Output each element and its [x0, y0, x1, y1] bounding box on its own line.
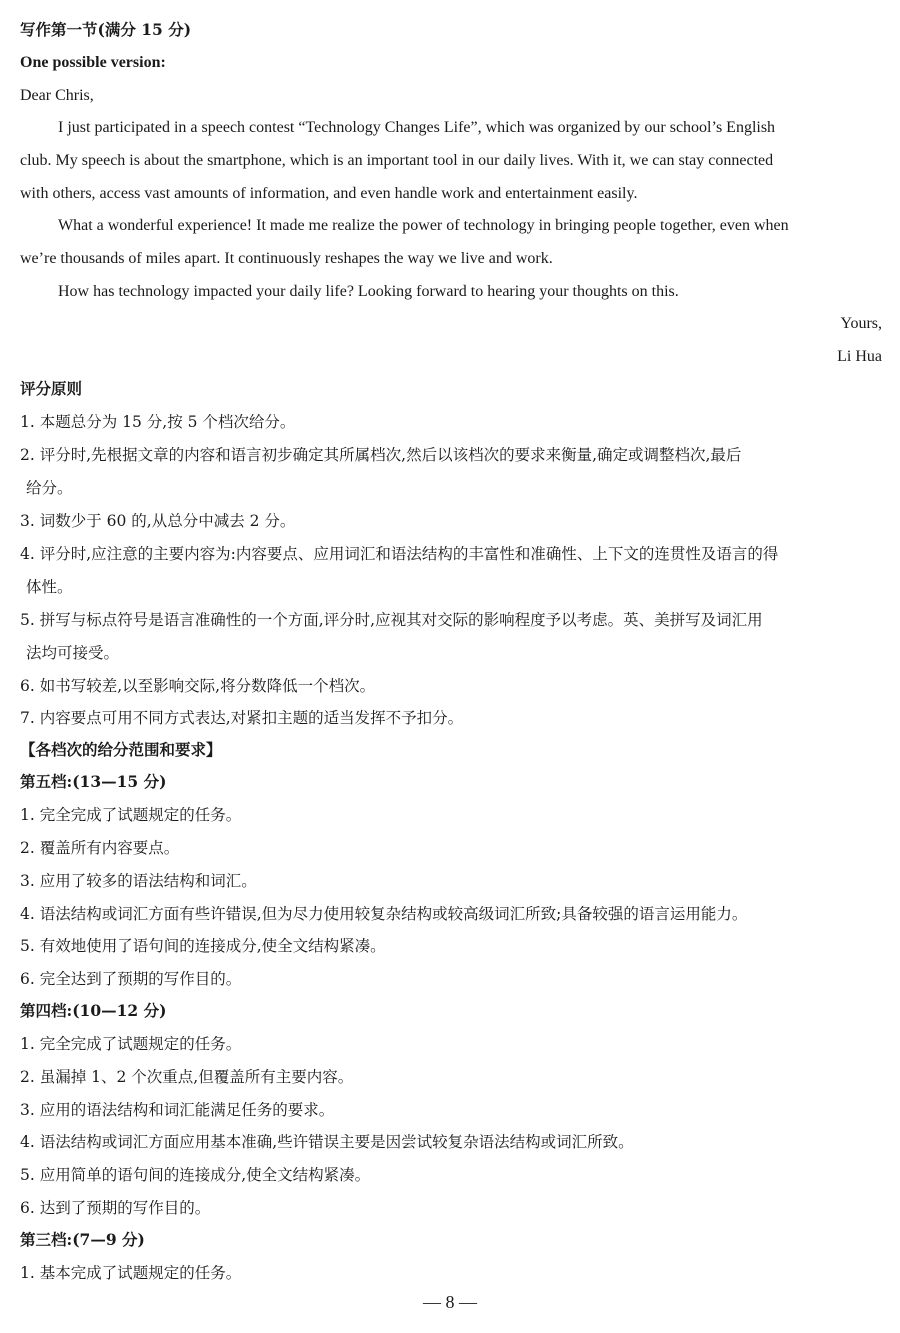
principle-item: 6. 如书写较差,以至影响交际,将分数降低一个档次。 [20, 677, 376, 695]
principle-item: 1. 本题总分为 15 分,按 5 个档次给分。 [20, 413, 296, 431]
level-item: 3. 应用的语法结构和词汇能满足任务的要求。 [20, 1101, 335, 1119]
principle-item: 2. 评分时,先根据文章的内容和语言初步确定其所属档次,然后以该档次的要求来衡量,确定或调整档次,最后 [20, 446, 742, 464]
level-item: 2. 虽漏掉 1、2 个次重点,但覆盖所有主要内容。 [20, 1068, 354, 1086]
principle-item: 5. 拼写与标点符号是语言准确性的一个方面,评分时,应视其对交际的影响程度予以考虑。英、美拼写及词汇用 [20, 611, 763, 629]
level-item: 3. 应用了较多的语法结构和词汇。 [20, 872, 257, 890]
principle-item: 法均可接受。 [26, 644, 120, 662]
letter-paragraph-line: we’re thousands of miles apart. It continuously reshapes the way we live and work. [20, 250, 553, 267]
principle-item: 3. 词数少于 60 的,从总分中减去 2 分。 [20, 512, 296, 530]
level-item: 5. 有效地使用了语句间的连接成分,使全文结构紧凑。 [20, 937, 386, 955]
principle-item: 体性。 [26, 578, 73, 596]
version-heading: One possible version: [20, 54, 166, 71]
level-title: 第三档:(7—9 分) [20, 1230, 145, 1249]
level-item: 6. 达到了预期的写作目的。 [20, 1199, 211, 1217]
letter-paragraph-line: with others, access vast amounts of information, and even handle work and entertainment easily. [20, 185, 638, 202]
letter-closing: Yours, [840, 315, 882, 332]
level-item: 1. 完全完成了试题规定的任务。 [20, 806, 242, 824]
level-title: 第五档:(13—15 分) [20, 772, 167, 791]
level-item: 2. 覆盖所有内容要点。 [20, 839, 180, 857]
level-item: 6. 完全达到了预期的写作目的。 [20, 970, 242, 988]
letter-paragraph-line: I just participated in a speech contest “Technology Changes Life”, which was organized by our school’s English [58, 119, 776, 136]
level-item: 4. 语法结构或词汇方面应用基本准确,些许错误主要是因尝试较复杂语法结构或词汇所致。 [20, 1133, 634, 1151]
letter-paragraph-line: What a wonderful experience! It made me realize the power of technology in bringing people together, even when [58, 217, 789, 234]
level-item: 1. 完全完成了试题规定的任务。 [20, 1035, 242, 1053]
letter-paragraph-line: club. My speech is about the smartphone, which is an important tool in our daily lives. With it, we can stay connected [20, 152, 774, 169]
section-title: 写作第一节(满分 15 分) [20, 20, 192, 39]
principle-item: 7. 内容要点可用不同方式表达,对紧扣主题的适当发挥不予扣分。 [20, 709, 464, 727]
page-number: — 8 — [423, 1292, 477, 1312]
level-item: 1. 基本完成了试题规定的任务。 [20, 1264, 242, 1282]
principle-item: 给分。 [26, 479, 73, 497]
principles-title: 评分原则 [20, 379, 83, 398]
level-item: 4. 语法结构或词汇方面有些许错误,但为尽力使用较复杂结构或较高级词汇所致;具备较强的语言运用能力。 [20, 905, 748, 923]
letter-paragraph-line: How has technology impacted your daily life? Looking forward to hearing your thoughts on this. [58, 283, 679, 300]
level-item: 5. 应用简单的语句间的连接成分,使全文结构紧凑。 [20, 1166, 371, 1184]
level-title: 第四档:(10—12 分) [20, 1001, 167, 1020]
letter-greeting: Dear Chris, [20, 87, 94, 104]
letter-signature: Li Hua [837, 348, 882, 365]
principle-item: 4. 评分时,应注意的主要内容为:内容要点、应用词汇和语法结构的丰富性和准确性、上下文的连贯性及语言的得 [20, 545, 779, 563]
levels-title: 【各档次的给分范围和要求】 [20, 740, 222, 759]
